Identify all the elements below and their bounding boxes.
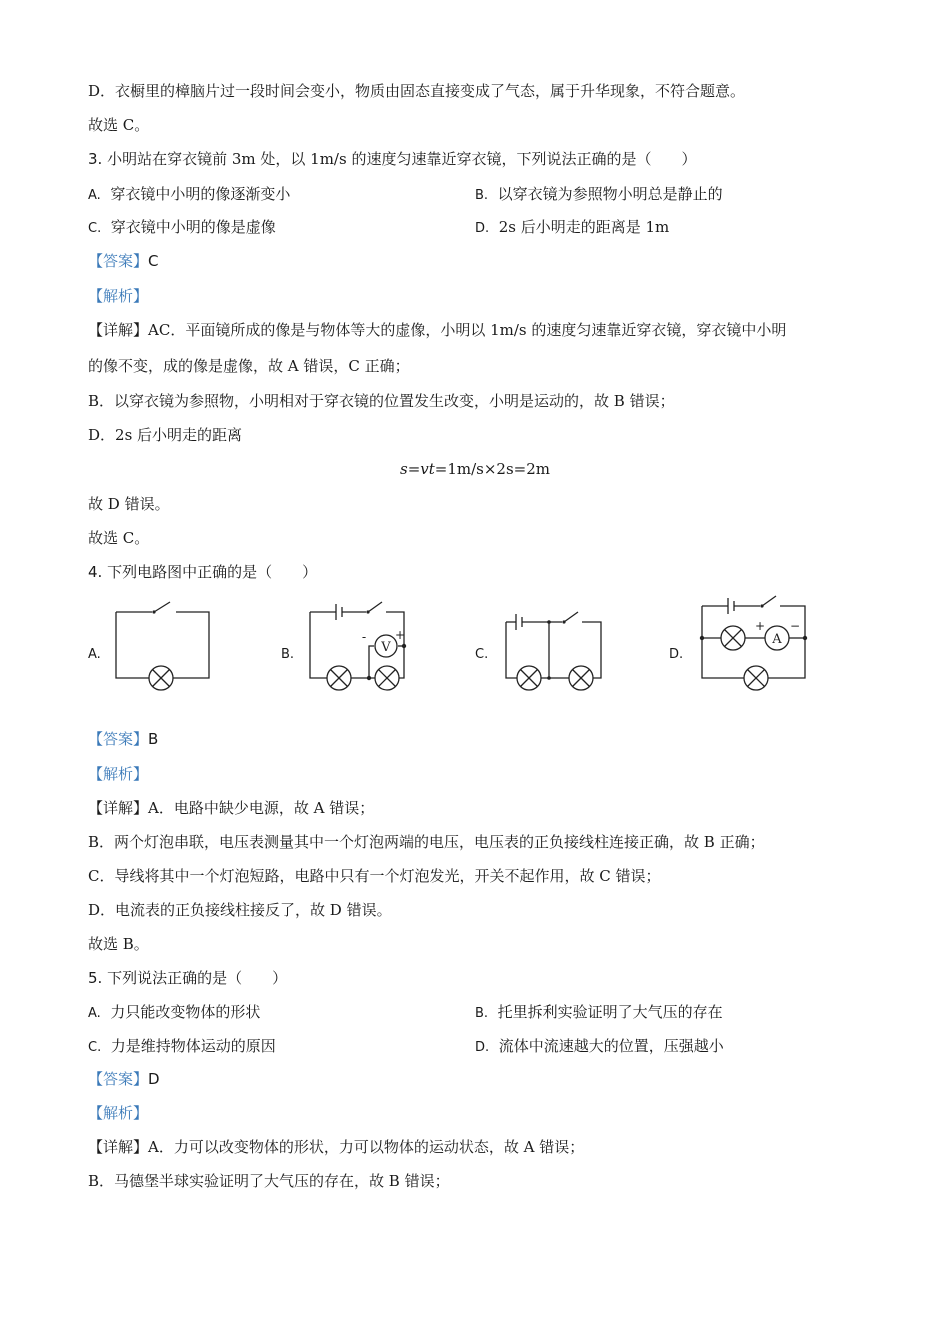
detail-text: A．电路中缺少电源，故 A 错误； [148,799,375,817]
option-a [88,1002,260,1024]
question-number: 3. [88,150,103,168]
question-3 [88,149,696,169]
text-line: 故选 C。 [88,529,150,547]
text-line: B．马德堡半球实验证明了大气压的存在，故 B 错误； [88,1172,450,1190]
ammeter-minus: − [789,619,801,633]
option-letter: A. [88,188,101,203]
option-c [88,217,276,239]
question-number: 4. [88,563,103,581]
formula-var-t: t [428,460,435,478]
detail-text: AC．平面镜所成的像是与物体等大的虚像，小明以 1m/s 的速度匀速靠近穿衣镜，穿衣镜中小明 [148,321,787,339]
option-text: 流体中流速越大的位置，压强越小 [498,1037,724,1055]
option-letter: D. [475,221,490,236]
text-line: C．导线将其中一个灯泡短路，电路中只有一个灯泡发光，开关不起作用，故 C 错误； [88,867,661,885]
text-line: 故选 B。 [88,935,149,953]
analysis-tag: 【解析】 [88,287,149,305]
circuit-d-diagram [696,592,810,692]
text-line: B．两个灯泡串联，电压表测量其中一个灯泡两端的电压，电压表的正负接线柱连接正确，故 B 正确； [88,833,765,851]
circuit-label-d: D. [669,647,684,662]
text-line: 的像不变，成的像是虚像，故 A 错误，C 正确； [88,357,410,375]
formula-rest: =1m/s×2s=2m [434,460,551,478]
option-b [475,184,723,206]
option-text: 穿衣镜中小明的像逐渐变小 [110,185,291,203]
analysis-tag: 【解析】 [88,765,149,783]
voltmeter-plus: + [394,628,406,642]
text-line: D．衣橱里的樟脑片过一段时间会变小，物质由固态直接变成了气态，属于升华现象，不符合题意。 [88,82,746,100]
detail-line [88,320,786,340]
question-number: 5. [88,969,103,987]
analysis-tag: 【解析】 [88,1104,149,1122]
text-line: D．2s 后小明走的距离 [88,426,243,444]
formula-var-s: s [399,460,408,478]
ammeter-label: A [772,632,782,647]
answer-line [88,251,159,271]
detail-tag: 【详解】 [88,799,149,817]
question-text: 下列说法正确的是（ ） [102,969,288,987]
formula-eq: = [407,460,421,478]
voltmeter-label: V [381,640,391,655]
answer-tag: 【答案】 [88,252,149,270]
option-letter: B. [475,1006,489,1021]
option-text: 力只能改变物体的形状 [110,1003,261,1021]
question-text: 下列电路图中正确的是（ ） [102,563,318,581]
option-letter: B. [475,188,489,203]
answer-value: B [148,730,159,748]
option-d [475,1036,724,1058]
circuit-label-c: C. [475,647,489,662]
text-line: D．电流表的正负接线柱接反了，故 D 错误。 [88,901,392,919]
detail-line [88,798,374,818]
circuit-a-diagram [112,592,214,692]
option-letter: D. [475,1040,490,1055]
detail-tag: 【详解】 [88,321,149,339]
option-text: 托里拆利实验证明了大气压的存在 [497,1003,723,1021]
option-a [88,184,290,206]
detail-tag: 【详解】 [88,1138,149,1156]
circuit-c-diagram [500,592,606,692]
question-5 [88,968,287,988]
text-line: 故选 C。 [88,116,150,134]
option-text: 以穿衣镜为参照物小明总是静止的 [497,185,723,203]
circuit-b-diagram [306,592,410,692]
formula-var-v: v [420,460,429,478]
option-b [475,1002,723,1024]
text-line: B．以穿衣镜为参照物，小明相对于穿衣镜的位置发生改变，小明是运动的，故 B 错误； [88,392,675,410]
question-4 [88,562,317,582]
answer-value: C [148,252,159,270]
detail-line [88,1137,584,1157]
option-text: 力是维持物体运动的原因 [110,1037,276,1055]
circuit-label-a: A. [88,647,101,662]
voltmeter-minus: - [361,630,367,644]
ammeter-plus: + [754,619,766,633]
text-line: 故 D 错误。 [88,495,170,513]
option-d [475,217,669,239]
option-letter: C. [88,1040,102,1055]
answer-line [88,729,158,749]
option-letter: A. [88,1006,101,1021]
option-letter: C. [88,221,102,236]
option-text: 穿衣镜中小明的像是虚像 [110,218,276,236]
detail-text: A．力可以改变物体的形状，力可以物体的运动状态，故 A 错误； [148,1138,585,1156]
option-text: 2s 后小明走的距离是 1m [498,218,670,236]
answer-tag: 【答案】 [88,1070,149,1088]
option-c [88,1036,276,1058]
question-text: 小明站在穿衣镜前 3m 处，以 1m/s 的速度匀速靠近穿衣镜，下列说法正确的是（ ） [102,150,697,168]
answer-tag: 【答案】 [88,730,149,748]
formula [0,459,950,479]
circuit-label-b: B. [281,647,295,662]
answer-line [88,1069,160,1089]
answer-value: D [148,1070,160,1088]
